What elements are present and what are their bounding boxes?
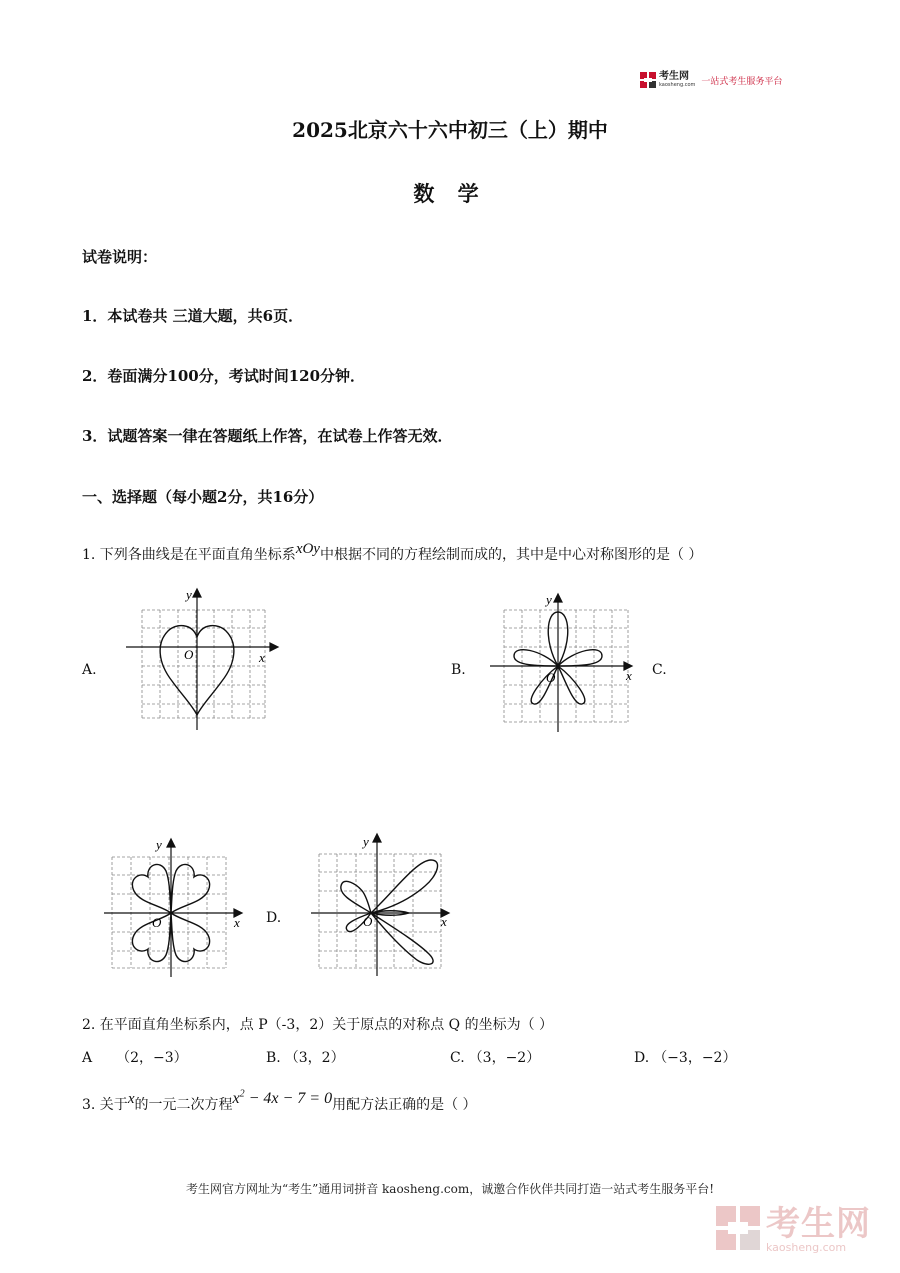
- graph-c-y-label: y: [156, 837, 162, 852]
- graph-d-y-label: y: [363, 834, 369, 849]
- q1-var: xOy: [295, 541, 320, 557]
- logo-slogan: 一站式考生服务平台: [701, 76, 783, 87]
- q3-var: x: [127, 1091, 135, 1107]
- q2-option-d-text: （−3，−2）: [653, 1050, 737, 1066]
- q1-suffix: 中根据不同的方程绘制而成的，其中是中心对称图形的是（ ）: [319, 547, 703, 563]
- q1-option-a-label: A.: [82, 662, 97, 678]
- q3-suffix: 用配方法正确的是（ ）: [332, 1097, 477, 1113]
- graph-c-origin: O: [152, 915, 162, 930]
- q2-option-d-label: D.: [634, 1050, 650, 1066]
- q1-option-c-label: C.: [652, 662, 667, 678]
- q1-option-b-label: B.: [451, 662, 466, 678]
- graph-a-y-label: y: [186, 587, 192, 602]
- logo-domain: kaosheng.com: [659, 82, 696, 88]
- q3-eq-rest: − 4x − 7 = 0: [244, 1090, 333, 1107]
- graph-a-heart: [120, 585, 280, 735]
- q3-prefix: 3. 关于: [82, 1097, 128, 1113]
- instructions-heading: 试卷说明：: [82, 248, 158, 266]
- graph-c-x-label: x: [234, 915, 240, 930]
- q2-option-a-label: A: [82, 1050, 93, 1066]
- q2-option-b-label: B.: [266, 1050, 281, 1066]
- q2-option-b: [266, 1047, 345, 1067]
- section-heading: 一、选择题（每小题2分，共16分）: [82, 488, 324, 506]
- footer-note: 考生网官方网址为“考生”通用词拼音 kaosheng.com，诚邀合作伙伴共同打造一站式考生服务平台!: [185, 1182, 715, 1196]
- q2-option-a: [82, 1047, 188, 1067]
- graph-b-origin: O: [546, 670, 556, 685]
- watermark-text: 考生网: [766, 1204, 871, 1244]
- watermark-logo-icon: [716, 1206, 760, 1254]
- exam-title: 2025北京六十六中初三（上）期中: [292, 118, 608, 142]
- watermark: [716, 1206, 871, 1254]
- q3-equation: [232, 1090, 332, 1107]
- q2-option-a-text: （2，−3）: [116, 1050, 188, 1066]
- q2-option-c: [450, 1047, 540, 1067]
- q1-option-d-label: D.: [266, 910, 282, 926]
- question-3-stem: [82, 1088, 477, 1114]
- instruction-item: 3．试题答案一律在答题纸上作答，在试卷上作答无效．: [82, 427, 453, 445]
- graph-d-x-label: x: [441, 914, 447, 929]
- q3-middle: 的一元二次方程: [134, 1097, 233, 1113]
- logo-text: 考生网: [659, 71, 689, 82]
- instruction-item: 1．本试卷共 三道大题，共6页．: [82, 307, 304, 325]
- exam-subject: 数 学: [413, 181, 487, 206]
- graph-d-petals: [305, 830, 460, 980]
- question-1-stem: [82, 541, 703, 564]
- q3-eq-sup: 2: [239, 1088, 245, 1100]
- q2-option-c-text: （3，−2）: [468, 1050, 541, 1066]
- graph-c-clover: [100, 835, 250, 980]
- q3-eq-x: x: [232, 1090, 240, 1107]
- q2-option-c-label: C.: [450, 1050, 465, 1066]
- q2-option-b-text: （3，2）: [284, 1050, 345, 1066]
- graph-b-y-label: y: [546, 592, 552, 607]
- question-2-stem: 2. 在平面直角坐标系内，点 P（-3，2）关于原点的对称点 Q 的坐标为（ ）: [82, 1017, 554, 1033]
- header-logo: [640, 72, 782, 88]
- watermark-domain: kaosheng.com: [766, 1241, 847, 1254]
- q1-prefix: 1. 下列各曲线是在平面直角坐标系: [82, 547, 296, 563]
- q2-option-d: [634, 1047, 736, 1067]
- graph-a-x-label: x: [259, 650, 265, 665]
- kaosheng-logo-icon: [640, 72, 656, 88]
- graph-a-origin: O: [184, 647, 194, 662]
- graph-d-origin: O: [363, 914, 373, 929]
- instruction-item: 2．卷面满分100分，考试时间120分钟．: [82, 367, 366, 385]
- graph-b-flower: [490, 590, 640, 735]
- graph-b-x-label: x: [626, 668, 632, 683]
